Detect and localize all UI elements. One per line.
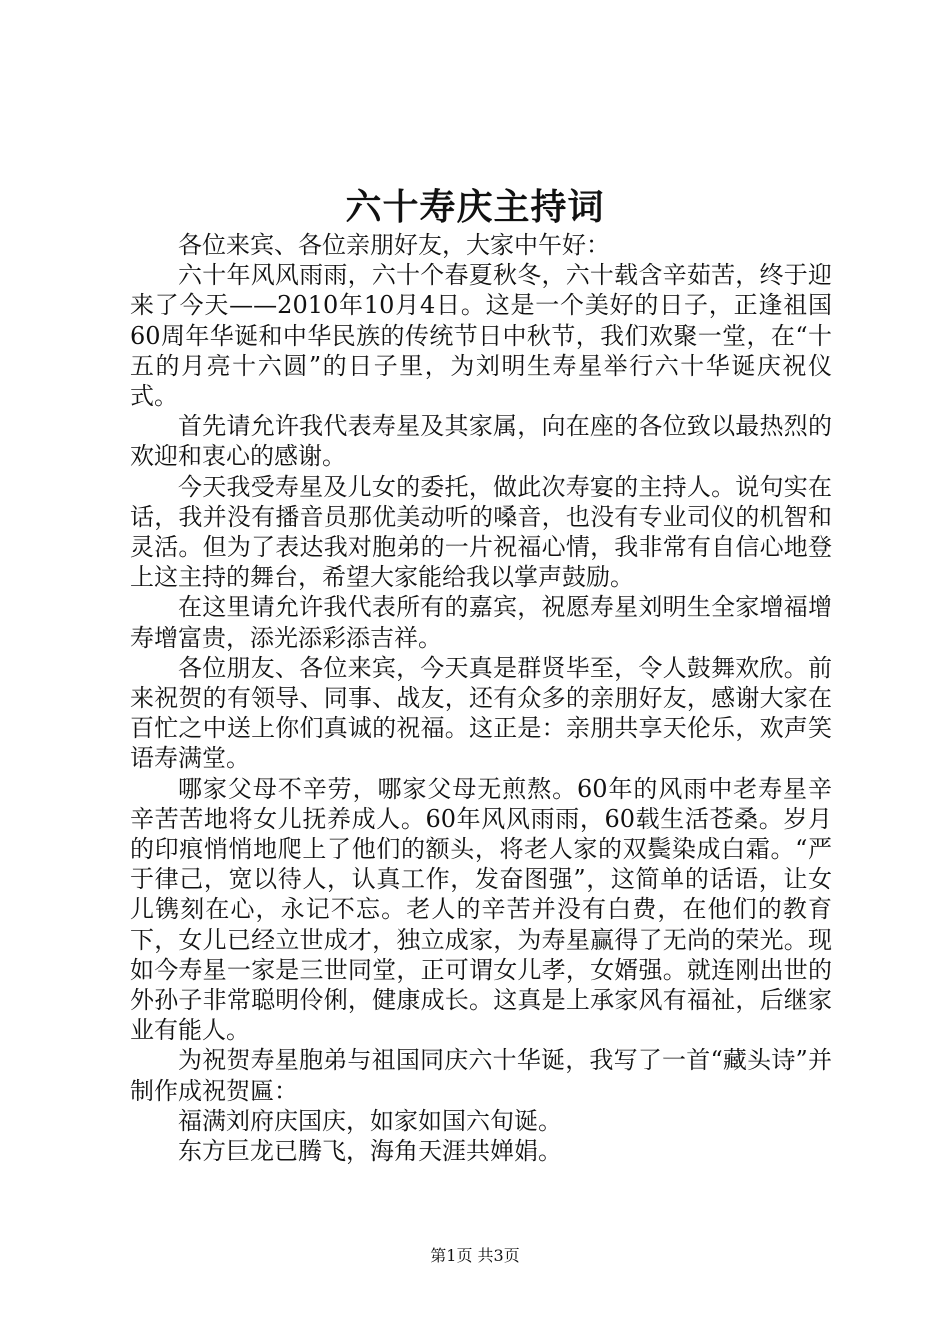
poem-line: 东方巨龙已腾飞，海角天涯共婵娟。 [178,1137,562,1166]
guests-paragraph: 各位朋友、各位来宾，今天真是群贤毕至，令人鼓舞欢欣。前来祝贺的有领导、同事、战友，还有众多的亲朋好友，感谢大家在百忙之中送上你们真诚的祝福。这正是：亲朋共享天伦乐，欢声笑语寿满堂。 [130,653,832,773]
welcome-paragraph: 首先请允许我代表寿星及其家属，向在座的各位致以最热烈的欢迎和衷心的感谢。 [130,412,832,471]
blessing-paragraph: 在这里请允许我代表所有的嘉宾，祝愿寿星刘明生全家增福增寿增富贵，添光添彩添吉祥。 [130,593,832,652]
document-title: 六十寿庆主持词 [345,186,605,228]
poem-line: 福满刘府庆国庆，如家如国六旬诞。 [178,1106,562,1135]
opening-paragraph: 六十年风风雨雨，六十个春夏秋冬，六十载含辛茹苦，终于迎来了今天——2010年10月4日。这是一个美好的日子，正逢祖国60周年华诞和中华民族的传统节日中秋节，我们欢聚一堂，在“十五的月亮十六圆”的日子里，为刘明生寿星举行六十华诞庆祝仪式。 [130,261,832,411]
host-introduction-paragraph: 今天我受寿星及儿女的委托，做此次寿宴的主持人。说句实在话，我并没有播音员那优美动听的嗓音，也没有专业司仪的机智和灵活。但为了表达我对胞弟的一片祝福心情，我非常有自信心地登上这主持的舞台，希望大家能给我以掌声鼓励。 [130,472,832,592]
document-body [130,230,832,1166]
page-footer: 第1页 共3页 [430,1246,520,1265]
poem-introduction-paragraph: 为祝贺寿星胞弟与祖国同庆六十华诞，我写了一首“藏头诗”并制作成祝贺匾： [130,1046,832,1105]
parents-paragraph: 哪家父母不辛劳，哪家父母无煎熬。60年的风雨中老寿星辛辛苦苦地将女儿抚养成人。60年风风雨雨，60载生活苍桑。岁月的印痕悄悄地爬上了他们的额头，将老人家的双鬓染成白霜。“严于律己，宽以待人，认真工作，发奋图强”，这简单的话语，让女儿镌刻在心，永记不忘。老人的辛苦并没有白费，在他们的教育下，女儿已经立世成才，独立成家，为寿星赢得了无尚的荣光。现如今寿星一家是三世同堂，正可谓女儿孝，女婿强。就连刚出世的外孙子非常聪明伶俐，健康成长。这真是上承家风有福祉，后继家业有能人。 [130,774,832,1045]
greeting-paragraph: 各位来宾、各位亲朋好友，大家中午好： [178,231,610,259]
